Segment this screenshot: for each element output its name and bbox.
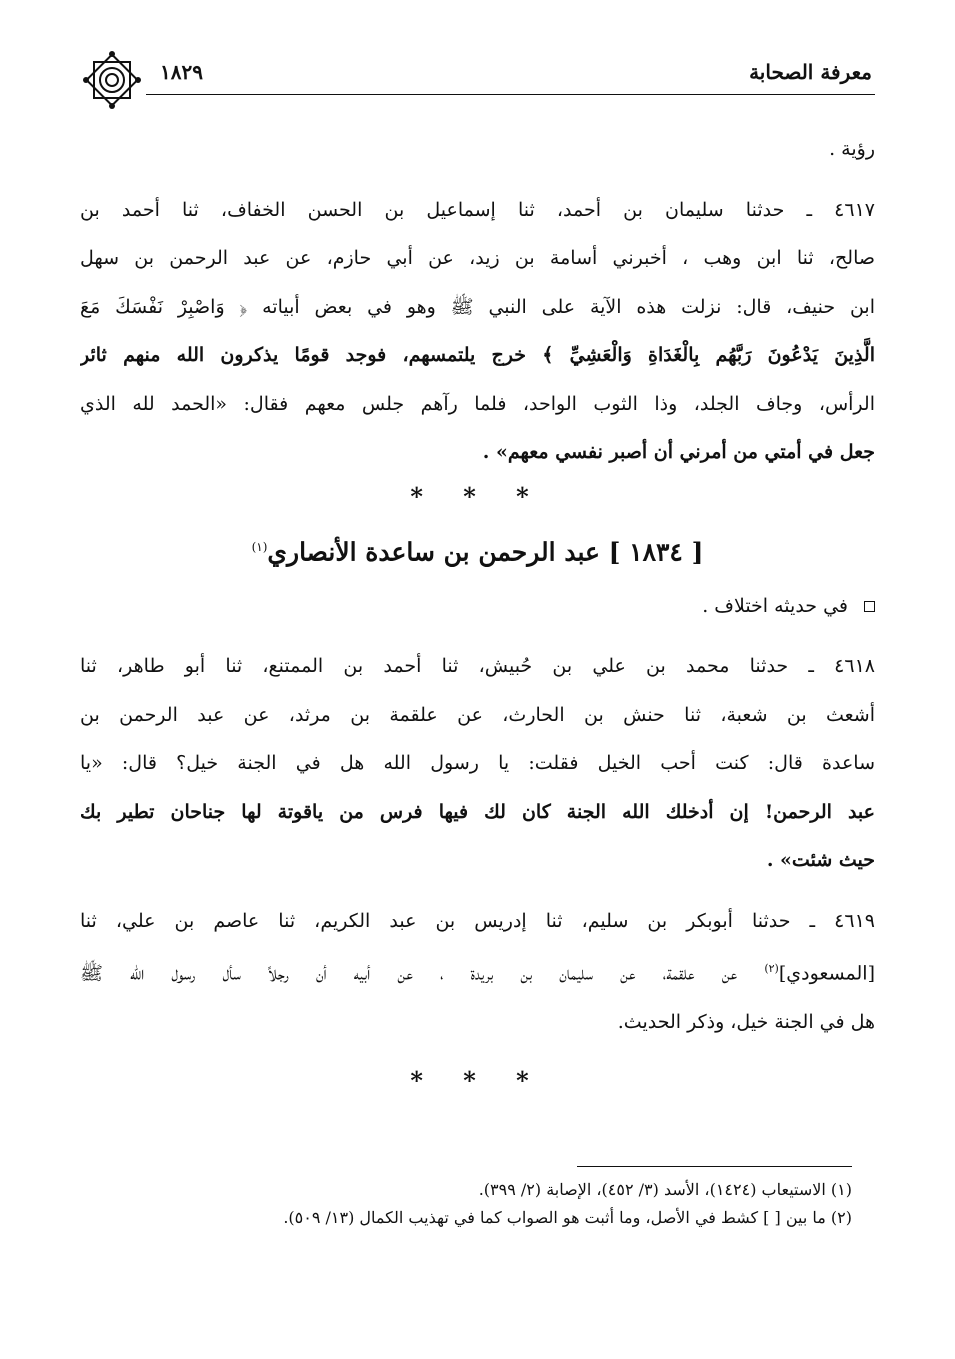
footnote-2: (٢) ما بين [ ] كشط في الأصل، وما أثبت هو الصواب كما في تهذيب الكمال (١٣/ ٥٠٩). [283, 1208, 852, 1227]
footnote-1: (١) الاستيعاب (١٤٢٤)، الأسد (٣/ ٤٥٢)، الإصابة (٢/ ٣٩٩). [478, 1180, 852, 1199]
text-segment: عن علقمة، عن سليمان بن بريدة ، عن أبيه أن رجلاً سأل رسول الله ﷺ [80, 962, 765, 985]
text-line: ساعدة قال: كنت أحب الخيل فقلت: يا رسول الله هل في الجنة خيل؟ قال: «يا [80, 752, 875, 775]
text-line: ٤٦١٨ ـ حدثنا محمد بن علي بن حُبيش، ثنا أحمد بن الممتنع، ثنا أبو طاهر، ثنا [80, 655, 875, 678]
section-heading-text: [ ١٨٣٤ ] عبد الرحمن بن ساعدة الأنصاري [267, 536, 704, 566]
running-header-title: معرفة الصحابة [749, 60, 872, 84]
bracketed-name: [المسعودي] [778, 962, 875, 985]
footnote-ref: (٢) [764, 962, 779, 976]
text-line: جعل في أمتي من أمرني أن أصبر نفسي معهم» . [482, 441, 875, 463]
footnotes [80, 1176, 852, 1232]
octagram-ornament-icon [80, 48, 144, 112]
text-line: حيث شئت» . [766, 849, 875, 872]
hadith-4619 [80, 897, 875, 1047]
page-number: ١٨٢٩ [160, 60, 203, 84]
note-line [80, 582, 875, 631]
footnote-rule [577, 1166, 852, 1167]
text-line: ابن حنيف، قال: نزلت هذه الآية على النبي ﷺ وهو في بعض أبياته ﴿ وَاصْبِرْ نَفْسَكَ مَعَ [80, 295, 875, 318]
square-bullet-icon [864, 601, 875, 612]
note-text: في حديثه اختلاف . [702, 594, 848, 617]
section-separator: * * * [410, 481, 545, 511]
text-line: الَّذِينَ يَدْعُونَ رَبَّهُم بِالْغَدَاةِ وَالْعَشِيِّ ﴾ خرج يلتمسهم، فوجد قومًا يذكرون الله منهم ثائر [80, 344, 875, 366]
text-line: هل في الجنة خيل، وذكر الحديث. [617, 1011, 875, 1034]
text-line: ٤٦١٩ ـ حدثنا أبوبكر بن سليم، ثنا إدريس بن عبد الكريم، ثنا عاصم بن علي، ثنا [80, 909, 875, 932]
footnote-ref: (١) [251, 539, 268, 554]
text-line: ٤٦١٧ ـ حدثنا سليمان بن أحمد، ثنا إسماعيل بن الحسن الخفاف، ثنا أحمد بن [80, 198, 875, 221]
section-heading [80, 517, 875, 582]
text-line: الرأس، وجاف الجلد، وذا الثوب الواحد، فلما رآهم جلس معهم فقال: «الحمد لله الذي [80, 392, 875, 415]
hadith-4617 [80, 186, 875, 477]
text-line: أشعث بن شعبة، ثنا حنش بن الحارث، عن علقمة بن مرثد، عن عبد الرحمن بن [80, 703, 875, 726]
header-rule [146, 94, 875, 95]
section-separator: * * * [410, 1065, 545, 1095]
paragraph-continuation: رؤية . [829, 138, 875, 160]
main-text [80, 125, 875, 1101]
text-line [80, 945, 875, 998]
text-line: عبد الرحمن! إن أدخلك الله الجنة كان لك فيها فرس من ياقوتة لها جناحان تطير بك [80, 800, 875, 823]
text-line: صالح، ثنا ابن وهب ، أخبرني أسامة بن زيد، عن أبي حازم، عن عبد الرحمن بن سهل [80, 247, 875, 269]
hadith-4618 [80, 642, 875, 885]
